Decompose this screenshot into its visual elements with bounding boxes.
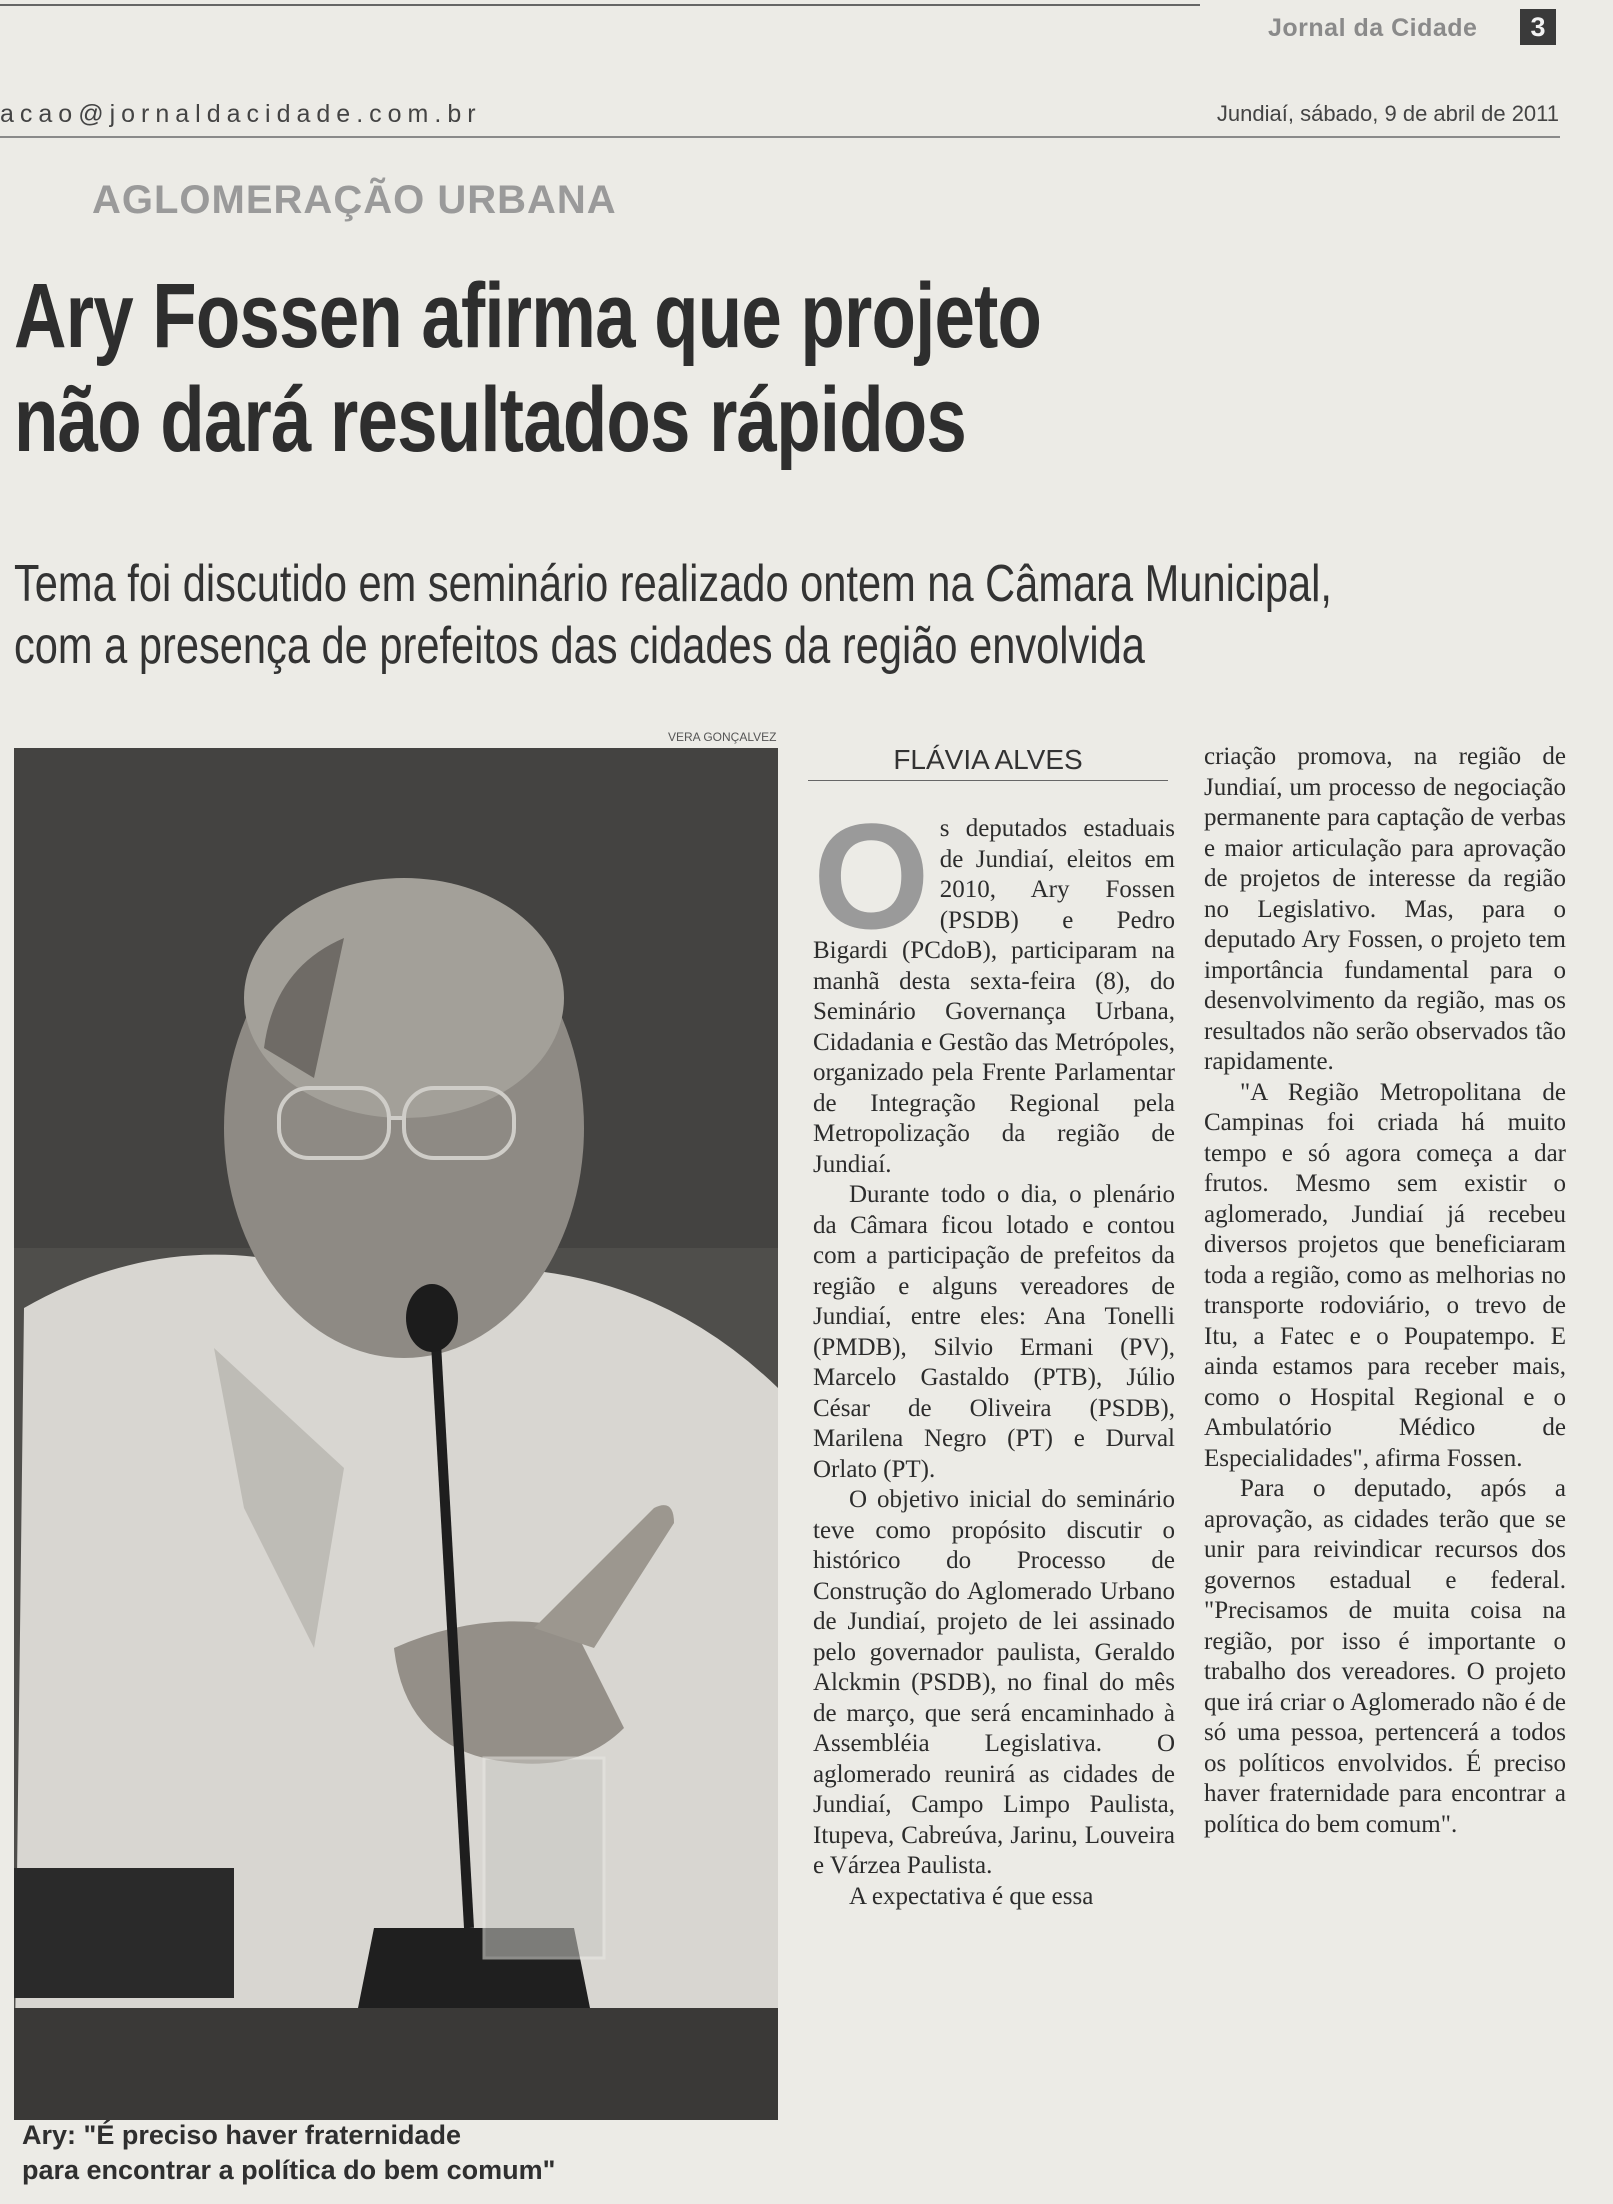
paragraph — [813, 792, 1175, 1180]
caption-line-2: para encontrar a política do bem comum" — [22, 2155, 556, 2186]
paragraph: "A Região Metropolitana de Campinas foi criada há muito tempo e só agora começa a dar frutos. Mesmo sem existir o aglomerado, Jundiaí já recebeu diversos projetos que beneficiaram toda a região, como as melhorias no transporte rodoviário, o trevo de Itu, a Fatec e o Poupatempo. E ainda estamos para receber mais, como o Hospital Regional e o Ambulatório Médico de Especialidades", afirma Fossen. — [1204, 1078, 1566, 1472]
caption-line-1: Ary: "É preciso haver fraternidade — [22, 2120, 461, 2150]
article-photo — [14, 748, 778, 2120]
email-address: acao@jornaldacidade.com.br — [0, 100, 482, 128]
paragraph: Para o deputado, após a aprovação, as cidades terão que se unir para reivindicar recursos dos governos estadual e federal. "Precisamos de muita coisa na região, por isso é importante o trabalho dos vereadores. O projeto que irá criar o Aglomerado não é de só uma pessoa, pertencerá a todos os políticos envolvidos. É preciso haver fraternidade para encontrar a política do bem comum". — [1204, 1475, 1566, 1838]
top-rule — [0, 4, 1200, 6]
headline-line-1: Ary Fossen afirma que projeto — [14, 265, 1042, 367]
paragraph: A expectativa é que essa — [849, 1882, 1094, 1910]
article-column-2 — [1204, 742, 1566, 1840]
photo-credit: VERA GONÇALVEZ — [668, 730, 777, 744]
dateline: Jundiaí, sábado, 9 de abril de 2011 — [1216, 101, 1559, 126]
paragraph: O objetivo inicial do seminário teve como propósito discutir o histórico do Processo de Construção do Aglomerado Urbano de Jundiaí, projeto de lei assinado pelo governador paulista, Geraldo Alckmin (PSDB), no final do mês de março, que será encaminhado à Assembléia Legislativa. O aglomerado reunirá as cidades de Jundiaí, Campo Limpo Paulista, Itupeva, Cabreúva, Jarinu, Louveira e Várzea Paulista. — [813, 1486, 1175, 1879]
photo-caption — [22, 2118, 555, 2188]
byline: FLÁVIA ALVES — [808, 744, 1168, 781]
drop-cap: O — [813, 792, 930, 960]
subhead-line-2: com a presença de prefeitos das cidades da região envolvida — [14, 617, 1145, 676]
journal-name: Jornal da Cidade — [1268, 14, 1478, 42]
article-column-1 — [813, 792, 1175, 1912]
paragraph: Durante todo o dia, o plenário da Câmara ficou lotado e contou com a participação de prefeitos da região e alguns vereadores de Jundiaí, entre eles: Ana Tonelli (PMDB), Silvio Ermani (PV), Marcelo Gastaldo (PTB), Júlio César de Oliveira (PSDB), Marilena Negro (PT) e Durval Orlato (PT). — [813, 1181, 1175, 1483]
headline-line-2: não dará resultados rápidos — [14, 368, 967, 471]
headline — [14, 265, 1270, 473]
header-rule — [0, 136, 1560, 138]
page-number: 3 — [1520, 9, 1556, 45]
paragraph: criação promova, na região de Jundiaí, um processo de negociação permanente para captação de verbas e maior articulação para aprovação de projetos de interesse da região no Legislativo. Mas, para o deputado Ary Fossen, o projeto tem importância fundamental para o desenvolvimento da região, mas os resultados não serão observados tão rapidamente. — [1204, 743, 1566, 1075]
subhead-line-1: Tema foi discutido em seminário realizado ontem na Câmara Municipal, — [14, 555, 1332, 613]
subheadline — [14, 553, 1332, 678]
paragraph-text: s deputados estaduais de Jundiaí, eleitos em 2010, Ary Fossen (PSDB) e Pedro Bigardi (PCdoB), participaram na manhã desta sexta-feira (8), do Seminário Governança Urbana, Cidadania e Gestão das Metrópoles, organizado pela Frente Parlamentar de Integração Regional pela Metropolização da região de Jundiaí. — [813, 815, 1175, 1178]
section-kicker: AGLOMERAÇÃO URBANA — [92, 178, 617, 222]
photo-illustration — [14, 748, 778, 2120]
